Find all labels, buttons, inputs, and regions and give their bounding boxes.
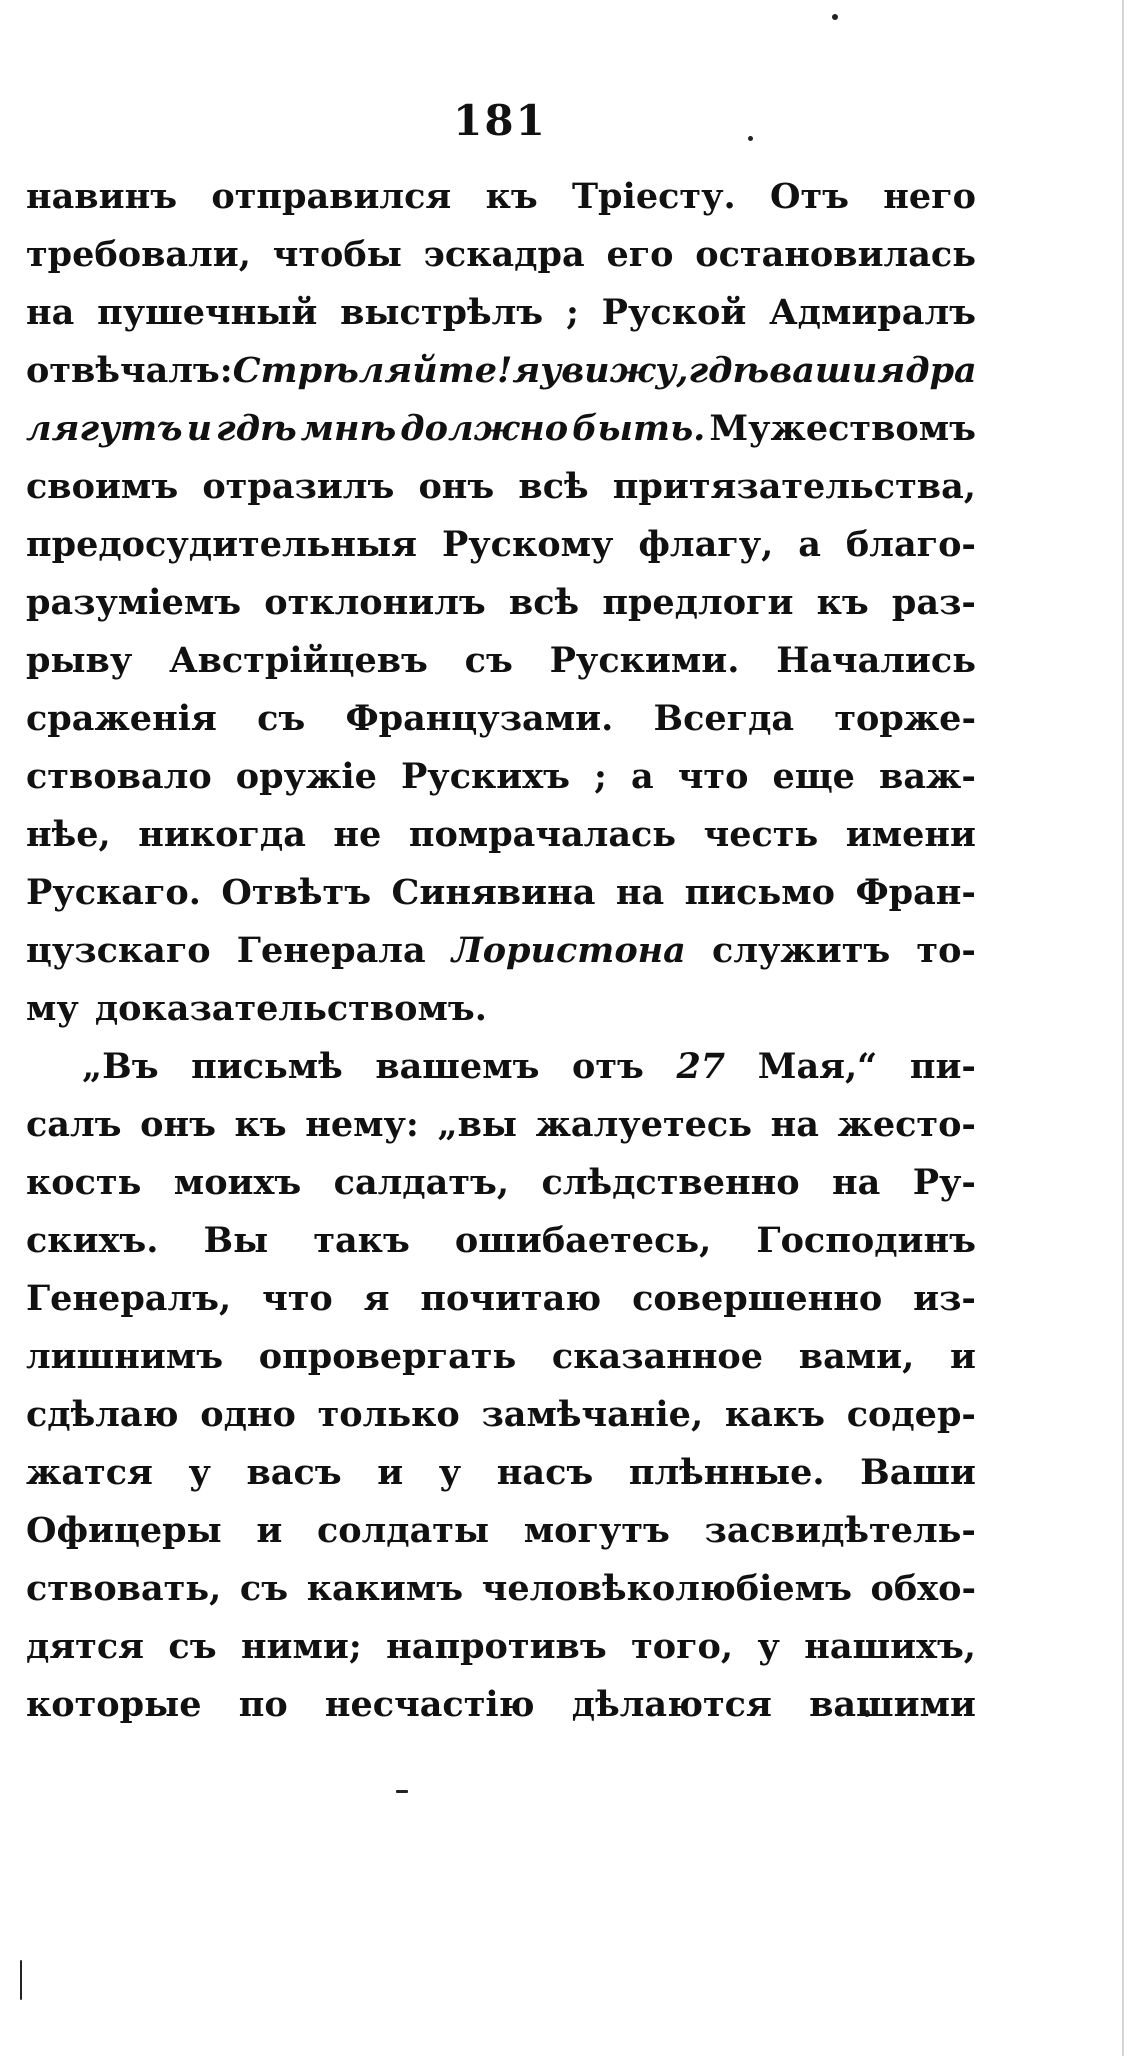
text-word: сдѣлаю xyxy=(26,1394,179,1435)
text-word: всѣ xyxy=(518,466,589,507)
text-line xyxy=(26,1502,976,1560)
text-word: ядра xyxy=(877,350,977,391)
text-word: Рускими. xyxy=(549,640,740,681)
text-line xyxy=(26,1270,976,1328)
text-word: какимъ xyxy=(306,1568,464,1609)
text-word: му xyxy=(26,988,79,1029)
text-word: цузскаго xyxy=(26,930,211,971)
text-word: сраженія xyxy=(26,698,217,739)
text-word: Рускаго. xyxy=(26,872,201,913)
text-word: разуміемъ xyxy=(26,582,242,623)
text-word: что xyxy=(677,756,749,797)
text-word: Господинъ xyxy=(756,1220,976,1261)
text-word: и xyxy=(377,1452,404,1493)
text-word: выстрѣлъ xyxy=(340,292,544,333)
text-word: пи- xyxy=(909,1046,976,1087)
text-line xyxy=(26,1154,976,1212)
text-word: Ваши xyxy=(860,1452,976,1493)
text-word: Всегда xyxy=(653,698,795,739)
text-line xyxy=(26,400,976,458)
text-word: 27 xyxy=(676,1046,726,1087)
text-word: ними; xyxy=(240,1626,362,1667)
text-line xyxy=(26,1444,976,1502)
text-word: на xyxy=(26,292,75,333)
text-line xyxy=(26,1386,976,1444)
text-word: на xyxy=(831,1162,881,1203)
text-word: Синявина xyxy=(391,872,596,913)
text-word: къ xyxy=(234,1104,287,1145)
text-word: засвидѣтель- xyxy=(704,1510,976,1551)
text-word: вашими xyxy=(809,1684,976,1725)
text-word: такъ xyxy=(313,1220,410,1261)
text-word: скихъ. xyxy=(26,1220,159,1261)
text-word: предлоги xyxy=(602,582,794,623)
text-word: служитъ xyxy=(712,930,891,971)
text-word: Вы xyxy=(203,1220,269,1261)
text-word: должно xyxy=(400,408,569,449)
text-word: человѣколюбіемъ xyxy=(481,1568,852,1609)
text-line xyxy=(26,632,976,690)
text-word: Французами. xyxy=(345,698,614,739)
text-word: ; xyxy=(565,292,579,333)
text-word: къ xyxy=(816,582,869,623)
text-line xyxy=(26,1038,976,1096)
text-word: рыву xyxy=(26,640,133,681)
text-word: „Въ xyxy=(82,1046,159,1087)
text-word: отразилъ xyxy=(202,466,395,507)
text-word: никогда xyxy=(138,814,306,855)
text-word: Офицеры xyxy=(26,1510,222,1551)
text-word: письмѣ xyxy=(191,1046,343,1087)
text-word: Мужествомъ xyxy=(709,408,976,449)
text-word: и xyxy=(950,1336,976,1377)
text-word: Руской xyxy=(601,292,747,333)
body-text xyxy=(26,168,976,1734)
text-word: а xyxy=(631,756,654,797)
text-word: опровергать xyxy=(258,1336,517,1377)
text-line xyxy=(26,1328,976,1386)
text-word: солдаты xyxy=(316,1510,490,1551)
text-word: торже- xyxy=(834,698,976,739)
text-word: ; xyxy=(594,756,607,797)
text-word: него xyxy=(883,176,976,217)
text-word: нѣе, xyxy=(26,814,111,855)
text-line xyxy=(26,168,976,226)
text-word: обхо- xyxy=(870,1568,976,1609)
text-word: лягутъ xyxy=(26,408,183,449)
text-word: предосудительныя xyxy=(26,524,417,565)
text-word: письмо xyxy=(684,872,835,913)
text-word: доказательствомъ. xyxy=(94,988,487,1029)
text-line xyxy=(26,516,976,574)
text-word: Отвѣтъ xyxy=(221,872,372,913)
text-word: напротивъ xyxy=(386,1626,607,1667)
text-word: дятся xyxy=(26,1626,145,1667)
text-word: и xyxy=(256,1510,283,1551)
text-word: отправился xyxy=(211,176,452,217)
text-word: слѣдственно xyxy=(541,1162,800,1203)
text-word: отклонилъ xyxy=(264,582,486,623)
text-word: своимъ xyxy=(26,466,179,507)
text-word: нему: xyxy=(305,1104,419,1145)
text-word: помрачалась xyxy=(408,814,677,855)
text-word: Отъ xyxy=(769,176,849,217)
text-line xyxy=(26,1676,976,1734)
text-word: пушечный xyxy=(97,292,318,333)
text-word: навинъ xyxy=(26,176,178,217)
text-word: притязательства, xyxy=(612,466,976,507)
print-speck xyxy=(20,1960,22,2000)
text-word: не xyxy=(333,814,382,855)
text-word: Рускому xyxy=(441,524,614,565)
text-word: у xyxy=(438,1452,462,1493)
text-word: важ- xyxy=(879,756,976,797)
text-word: я xyxy=(512,350,541,391)
page-fold-edge xyxy=(1122,0,1124,2056)
text-word: раз- xyxy=(891,582,976,623)
text-word: то- xyxy=(916,930,976,971)
text-word: эскадра xyxy=(423,234,585,275)
text-word: на xyxy=(770,1104,819,1145)
text-word: из- xyxy=(913,1278,976,1319)
text-word: оружіе xyxy=(235,756,377,797)
text-word: какъ xyxy=(724,1394,825,1435)
text-word: Тріесту. xyxy=(572,176,736,217)
text-word: что xyxy=(262,1278,333,1319)
text-word: увижу, xyxy=(540,350,689,391)
text-line xyxy=(26,574,976,632)
text-word: требовали, xyxy=(26,234,251,275)
text-line xyxy=(26,284,976,342)
text-line xyxy=(26,1618,976,1676)
text-word: содер- xyxy=(846,1394,976,1435)
text-word: еще xyxy=(772,756,855,797)
text-word: совершенно xyxy=(632,1278,883,1319)
text-word: чтобы xyxy=(272,234,402,275)
text-word: отъ xyxy=(572,1046,644,1087)
text-word: у xyxy=(757,1626,780,1667)
text-word: у xyxy=(188,1452,211,1493)
text-word: могутъ xyxy=(523,1510,670,1551)
text-word: Генералъ, xyxy=(26,1278,232,1319)
text-word: я xyxy=(363,1278,390,1319)
text-line xyxy=(26,1212,976,1270)
text-word: вами, xyxy=(798,1336,915,1377)
text-word: ствовало xyxy=(26,756,212,797)
text-word: на xyxy=(615,872,665,913)
text-word: нашихъ, xyxy=(804,1626,976,1667)
text-word: съ xyxy=(239,1568,289,1609)
text-word: Начались xyxy=(776,640,976,681)
text-word: васъ xyxy=(246,1452,342,1493)
text-line xyxy=(26,806,976,864)
text-line xyxy=(26,1560,976,1618)
text-word: честь xyxy=(703,814,819,855)
text-word: сказанное xyxy=(551,1336,764,1377)
text-word: Адмиралъ xyxy=(769,292,976,333)
text-word: кость xyxy=(26,1162,142,1203)
text-word: имени xyxy=(845,814,976,855)
text-word: съ xyxy=(464,640,513,681)
text-word: „вы xyxy=(437,1104,517,1145)
text-word: къ xyxy=(485,176,538,217)
text-word: Австрійцевъ xyxy=(169,640,428,681)
text-word: а xyxy=(798,524,821,565)
text-word: салдатъ, xyxy=(333,1162,510,1203)
text-line xyxy=(26,922,976,980)
text-word: съ xyxy=(257,698,306,739)
text-word: вашемъ xyxy=(375,1046,540,1087)
text-word: гдѣ xyxy=(216,408,297,449)
text-line xyxy=(26,748,976,806)
text-word: Фран- xyxy=(855,872,976,913)
text-word: жатся xyxy=(26,1452,153,1493)
text-word: онъ xyxy=(418,466,495,507)
text-word: быть. xyxy=(572,408,706,449)
text-word: несчастію xyxy=(324,1684,535,1725)
text-word: остановилась xyxy=(695,234,976,275)
text-word: онъ xyxy=(140,1104,216,1145)
text-word: почитаю xyxy=(420,1278,602,1319)
text-word: насъ xyxy=(496,1452,594,1493)
text-word: лишнимъ xyxy=(26,1336,224,1377)
text-line xyxy=(26,458,976,516)
text-word: его xyxy=(606,234,674,275)
text-word: и xyxy=(186,408,213,449)
text-line xyxy=(26,1096,976,1154)
text-word: съ xyxy=(168,1626,217,1667)
text-word: плѣнные. xyxy=(628,1452,825,1493)
text-word: салъ xyxy=(26,1104,122,1145)
text-word: жалуетесь xyxy=(535,1104,752,1145)
print-speck xyxy=(832,14,838,20)
text-word: флагу, xyxy=(638,524,774,565)
text-word: ошибаетесь, xyxy=(454,1220,712,1261)
text-word: по xyxy=(238,1684,288,1725)
text-line xyxy=(26,980,976,1038)
text-word: Генерала xyxy=(236,930,426,971)
text-word: благо- xyxy=(845,524,976,565)
text-word: дѣлаются xyxy=(571,1684,772,1725)
text-word: Мая,“ xyxy=(757,1046,878,1087)
text-word: гдѣ xyxy=(688,350,770,391)
text-word: того, xyxy=(631,1626,734,1667)
text-word: Лористона xyxy=(451,930,686,971)
text-word: моихъ xyxy=(173,1162,302,1203)
text-word: отвѣчалъ: xyxy=(26,350,233,391)
print-speck xyxy=(396,1790,408,1793)
text-word: мнѣ xyxy=(300,408,397,449)
text-word: Рускихъ xyxy=(400,756,570,797)
text-word: только xyxy=(317,1394,460,1435)
page-number: 181 xyxy=(453,96,547,145)
text-word: ваши xyxy=(769,350,878,391)
text-word: одно xyxy=(200,1394,296,1435)
text-word: Ру- xyxy=(912,1162,976,1203)
text-word: замѣчаніе, xyxy=(481,1394,704,1435)
text-line xyxy=(26,690,976,748)
text-word: жесто- xyxy=(837,1104,976,1145)
text-word: которые xyxy=(26,1684,202,1725)
text-line xyxy=(26,342,976,400)
text-word: ствовать, xyxy=(26,1568,222,1609)
text-word: Стрѣляйте! xyxy=(232,350,513,391)
text-line xyxy=(26,864,976,922)
text-line xyxy=(26,226,976,284)
text-word: всѣ xyxy=(508,582,580,623)
